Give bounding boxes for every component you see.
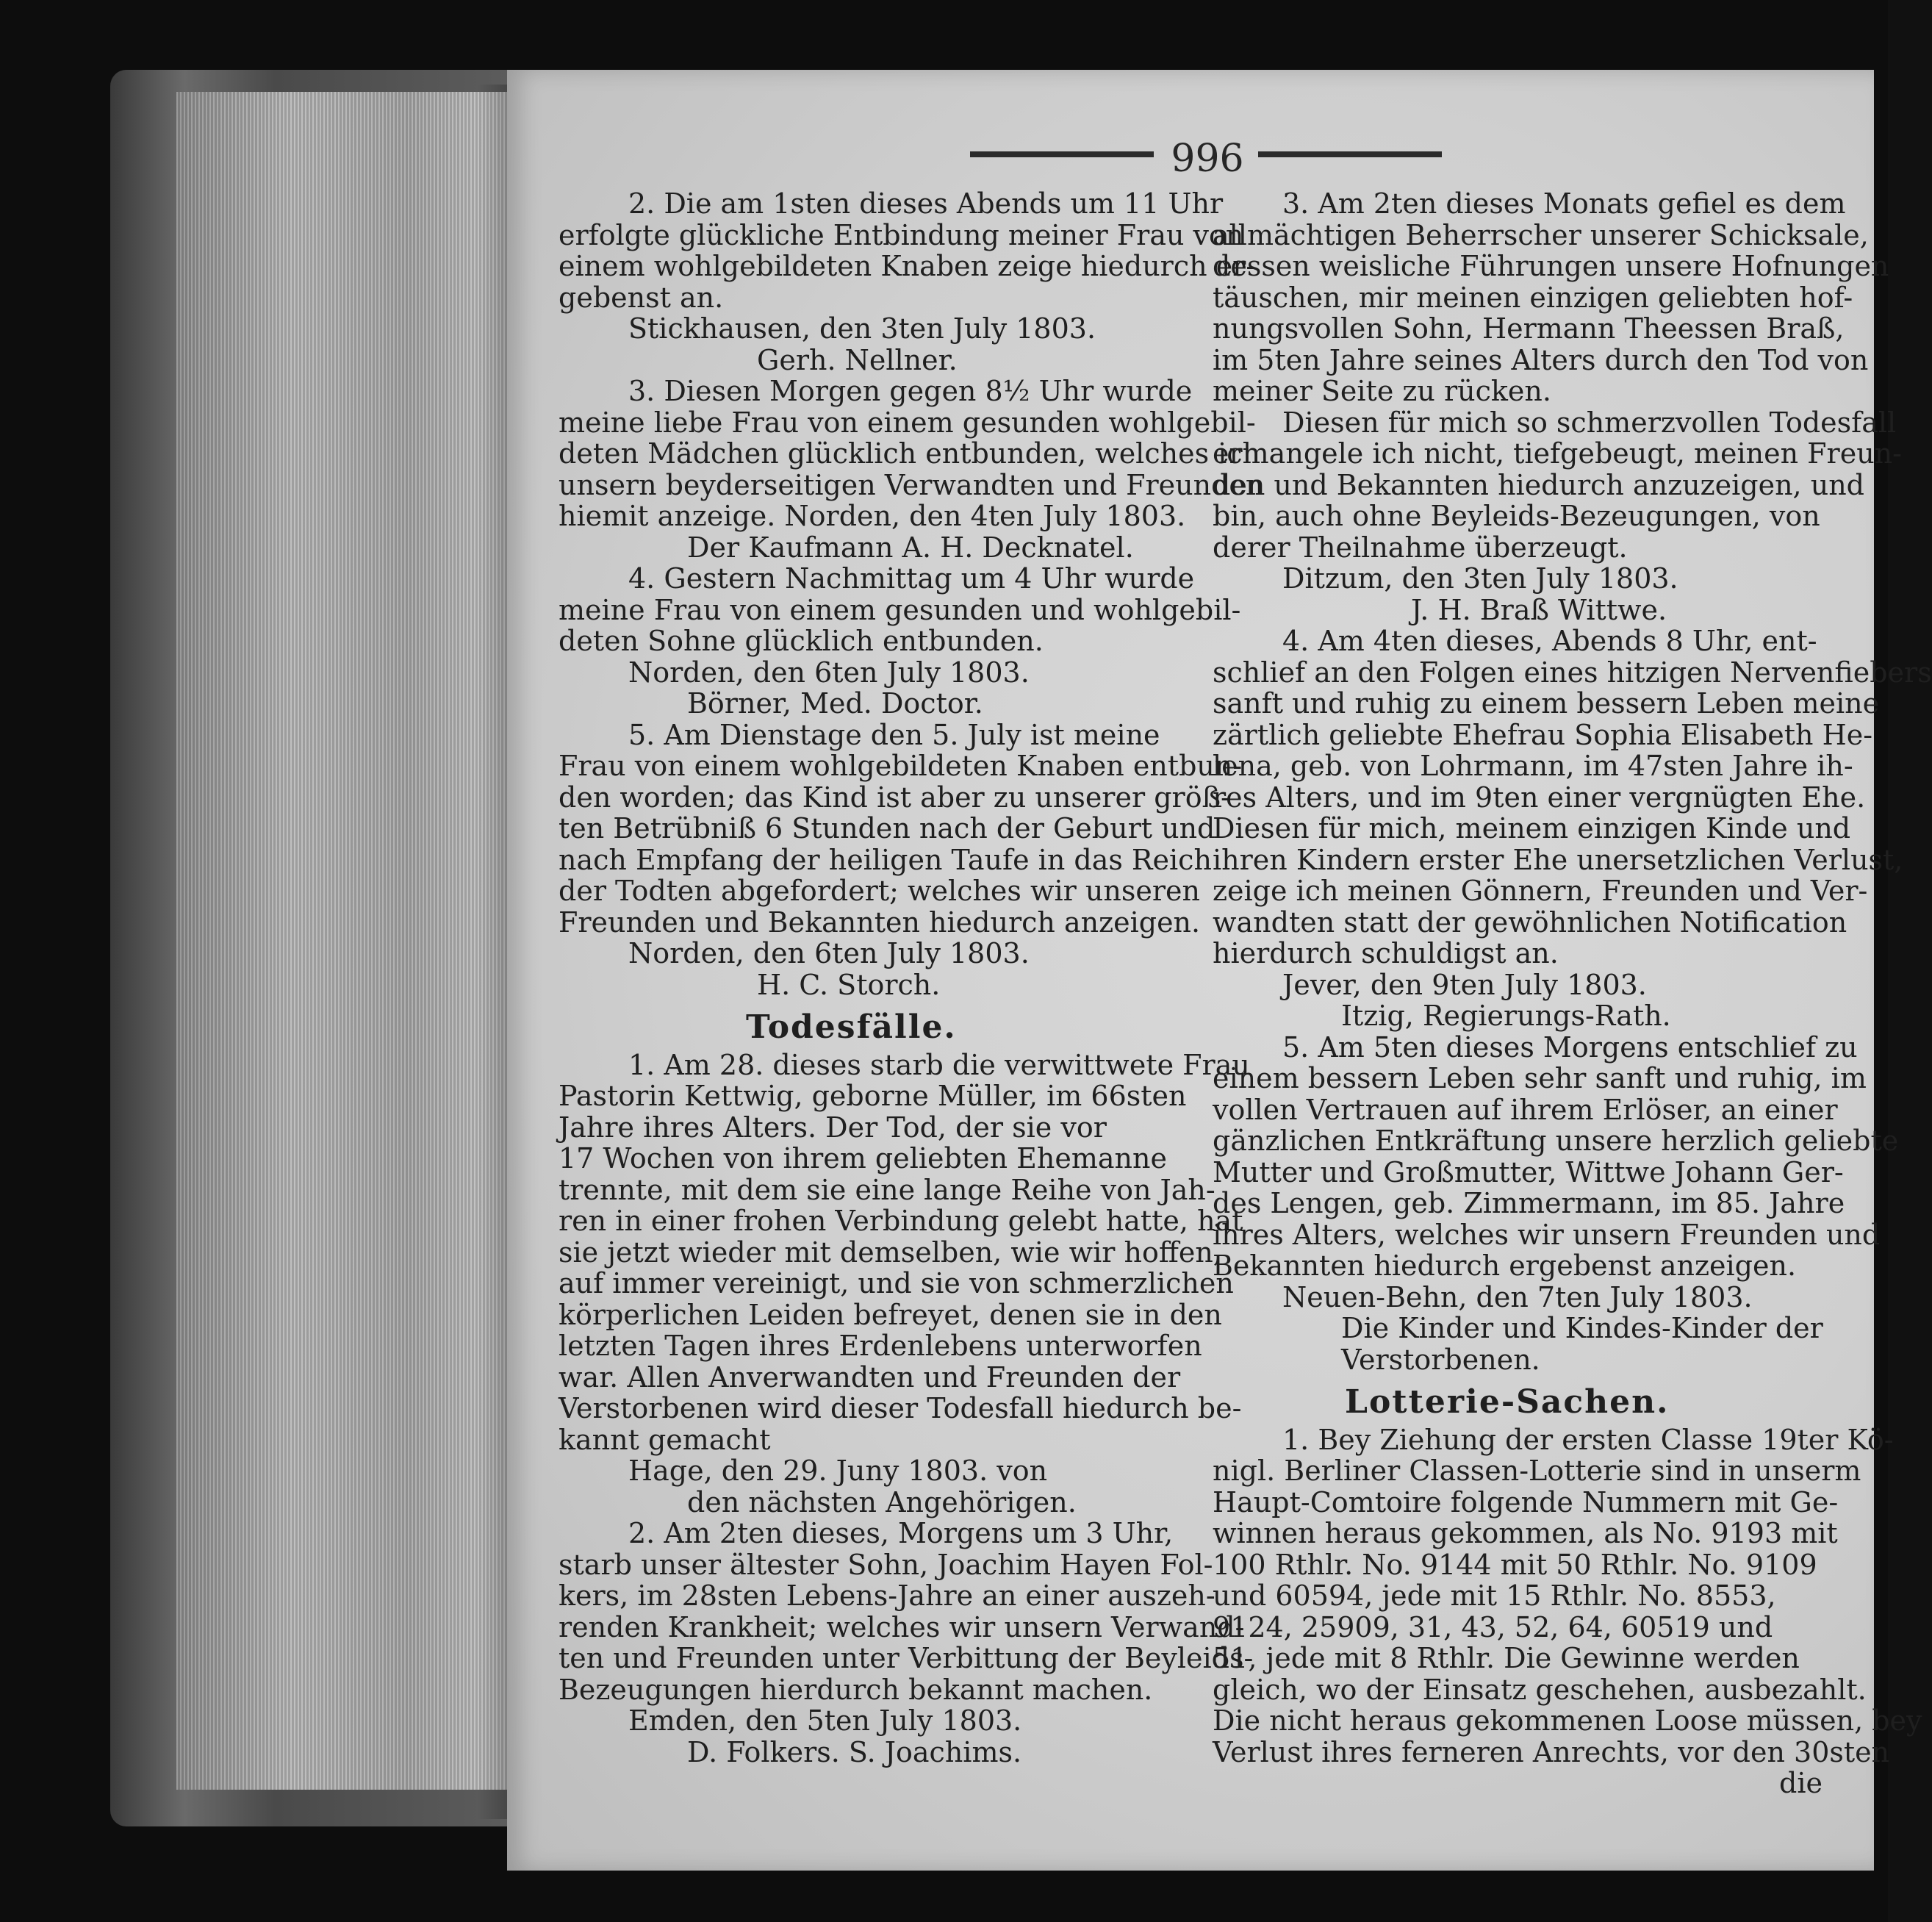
text-line: Hage, den 29. Juny 1803. von [628,1455,1048,1487]
header-rule-left [970,151,1154,157]
text-line: Mutter und Großmutter, Wittwe Johann Ger- [1213,1155,1844,1188]
text-line: ihres Alters, welches wir unsern Freunden und [1213,1218,1881,1251]
text-line: Verstorbenen wird dieser Todesfall hiedurch be- [559,1392,1242,1424]
text-line: unsern beyderseitigen Verwandten und Freunden [559,468,1264,501]
text-line: 2. Am 2ten dieses, Morgens um 3 Uhr, [628,1517,1174,1549]
header-rule-right [1258,151,1442,157]
text-line: derer Theilnahme überzeugt. [1213,531,1628,564]
text-line: Haupt-Comtoire folgende Nummern mit Ge- [1213,1485,1839,1518]
text-line: körperlichen Leiden befreyet, denen sie in den [559,1298,1222,1331]
page-number: 996 [1171,137,1244,181]
text-line: ren in einer frohen Verbindung gelebt hatte, hat [559,1205,1243,1237]
text-line: bin, auch ohne Beyleids-Bezeugungen, von [1213,500,1820,532]
text-line: 51, jede mit 8 Rthlr. Die Gewinne werden [1213,1642,1800,1674]
text-line: Die Kinder und Kindes-Kinder der [1341,1312,1823,1344]
text-line: täuschen, mir meinen einzigen geliebten hof- [1213,281,1853,314]
heading-deaths: Todesfälle. [746,1008,957,1046]
text-line: Gerh. Nellner. [757,343,958,376]
text-line: ermangele ich nicht, tiefgebeugt, meinen Freun- [1213,437,1902,470]
text-line: den und Bekannten hiedurch anzuzeigen, und [1213,468,1864,501]
right-block-deaths [1213,187,1932,1376]
text-line: dessen weisliche Führungen unsere Hofnungen [1213,250,1889,282]
text-line: 4. Am 4ten dieses, Abends 8 Uhr, ent- [1282,625,1817,657]
text-line: 2. Die am 1sten dieses Abends um 11 Uhr [628,187,1224,220]
text-line: einem bessern Leben sehr sanft und ruhig, im [1213,1062,1867,1094]
text-line: Ditzum, den 3ten July 1803. [1282,562,1678,595]
text-line: gebenst an. [559,281,724,314]
text-line: J. H. Braß Wittwe. [1411,593,1667,626]
text-line: H. C. Storch. [757,968,941,1001]
text-line: 5. Am 5ten dieses Morgens entschlief zu [1282,1030,1858,1064]
text-line: zärtlich geliebte Ehefrau Sophia Elisabeth He- [1213,718,1873,751]
text-line: im 5ten Jahre seines Alters durch den Tod von [1213,343,1869,376]
text-line: kannt gemacht [559,1423,771,1456]
left-block-deaths [559,1048,1254,1768]
text-line: vollen Vertrauen auf ihrem Erlöser, an einer [1213,1093,1838,1126]
text-line: Jever, den 9ten July 1803. [1282,968,1647,1001]
left-block-births [559,187,1264,1001]
text-line: den nächsten Angehörigen. [687,1485,1077,1518]
text-line: Verstorbenen. [1341,1343,1540,1376]
text-line: allmächtigen Beherrscher unserer Schicksale, [1213,218,1869,251]
text-line: Börner, Med. Doctor. [687,687,983,720]
text-line: Verlust ihres ferneren Anrechts, vor den 30sten [1213,1735,1890,1768]
text-line: zeige ich meinen Gönnern, Freunden und Ver- [1213,875,1868,907]
text-line: ten Betrübniß 6 Stunden nach der Geburt und [559,812,1215,845]
right-block-lottery [1213,1423,1922,1799]
text-line: Bezeugungen hierdurch bekannt machen. [559,1673,1153,1706]
text-line: Die nicht heraus gekommenen Loose müssen, bey [1213,1704,1922,1737]
text-line: winnen heraus gekommen, als No. 9193 mit [1213,1517,1838,1549]
text-line: den worden; das Kind ist aber zu unserer größ- [559,781,1230,814]
text-line: gleich, wo der Einsatz geschehen, ausbezahlt. [1213,1673,1867,1706]
text-line: gänzlichen Entkräftung unsere herzlich geliebte [1213,1125,1899,1157]
text-line: sie jetzt wieder mit demselben, wie wir hoffen, [559,1236,1222,1269]
text-line: kers, im 28sten Lebens-Jahre an einer auszeh- [559,1579,1215,1612]
text-line: Norden, den 6ten July 1803. [628,656,1030,689]
text-line: 17 Wochen von ihrem geliebten Ehemanne [559,1142,1167,1175]
text-line: einem wohlgebildeten Knaben zeige hiedurch er- [559,250,1256,282]
text-line: Itzig, Regierungs-Rath. [1341,1000,1671,1032]
text-line: war. Allen Anverwandten und Freunden der [559,1360,1181,1394]
text-line: trennte, mit dem sie eine lange Reihe von Jah- [559,1173,1215,1206]
text-line: 3. Am 2ten dieses Monats gefiel es dem [1282,187,1846,220]
text-line: wandten statt der gewöhnlichen Notification [1213,906,1847,939]
text-line: und 60594, jede mit 15 Rthlr. No. 8553, [1213,1579,1776,1612]
text-line: Diesen für mich so schmerzvollen Todesfall [1282,406,1897,439]
text-line: 4. Gestern Nachmittag um 4 Uhr wurde [628,562,1195,595]
text-line: Jahre ihres Alters. Der Tod, der sie vor [559,1111,1107,1144]
text-line: ihren Kindern erster Ehe unersetzlichen Verlust, [1213,843,1903,876]
text-line: Frau von einem wohlgebildeten Knaben entbun- [559,750,1243,782]
text-line: Norden, den 6ten July 1803. [628,937,1030,969]
text-line: meine liebe Frau von einem gesunden wohlgebil- [559,406,1256,439]
text-line: Bekannten hiedurch ergebenst anzeigen. [1213,1249,1797,1282]
text-line: erfolgte glückliche Entbindung meiner Frau von [559,218,1244,251]
text-line: hiemit anzeige. Norden, den 4ten July 1803. [559,500,1186,532]
text-line: 1. Am 28. dieses starb die verwittwete Frau [628,1048,1250,1081]
text-line: ten und Freunden unter Verbittung der Beyleids- [559,1642,1254,1674]
text-line: res Alters, und im 9ten einer vergnügten Ehe. [1213,781,1866,814]
text-line: Stickhausen, den 3ten July 1803. [628,312,1096,345]
text-line: 1. Bey Ziehung der ersten Classe 19ter Kö- [1282,1423,1894,1456]
text-line: Neuen-Behn, den 7ten July 1803. [1282,1280,1753,1313]
text-line: 5. Am Dienstage den 5. July ist meine [628,718,1160,751]
text-line: hierdurch schuldigst an. [1213,937,1559,969]
heading-lottery: Lotterie-Sachen. [1345,1383,1670,1421]
text-line: starb unser ältester Sohn, Joachim Hayen Fol- [559,1548,1213,1581]
text-line: D. Folkers. S. Joachims. [687,1735,1022,1768]
text-line: Freunden und Bekannten hiedurch anzeigen. [559,906,1201,939]
text-line: deten Sohne glücklich entbunden. [559,625,1044,657]
text-line: meiner Seite zu rücken. [1213,375,1551,407]
text-line: nach Empfang der heiligen Taufe in das Reich [559,843,1212,876]
text-line: letzten Tagen ihres Erdenlebens unterworfen [559,1330,1202,1362]
text-line: des Lengen, geb. Zimmermann, im 85. Jahre [1213,1187,1845,1219]
text-line: renden Krankheit; welches wir unsern Verwand- [559,1610,1245,1643]
text-line: lena, geb. von Lohrmann, im 47sten Jahre ih- [1213,750,1853,782]
text-line: 100 Rthlr. No. 9144 mit 50 Rthlr. No. 9109 [1213,1548,1817,1581]
text-line: der Todten abgefordert; welches wir unseren [559,875,1200,907]
text-line: Diesen für mich, meinem einzigen Kinde und [1213,812,1851,845]
text-line: die [1779,1767,1823,1799]
page-edges [176,92,507,1790]
text-line: nigl. Berliner Classen-Lotterie sind in unserm [1213,1455,1861,1487]
left-column [559,187,1264,1768]
text-line: auf immer vereinigt, und sie von schmerzlichen [559,1267,1234,1299]
text-line: 9124, 25909, 31, 43, 52, 64, 60519 und [1213,1610,1773,1643]
text-line: Emden, den 5ten July 1803. [628,1704,1022,1737]
text-line: Der Kaufmann A. H. Decknatel. [687,531,1134,564]
text-line: deten Mädchen glücklich entbunden, welches ich [559,437,1261,470]
right-column [1213,187,1932,1799]
text-line: nungsvollen Sohn, Hermann Theessen Braß, [1213,312,1845,345]
text-line: schlief an den Folgen eines hitzigen Nervenfiebers [1213,656,1932,689]
text-line: sanft und ruhig zu einem bessern Leben meine [1213,687,1880,720]
text-line: 3. Diesen Morgen gegen 8½ Uhr wurde [628,375,1193,407]
text-line: Pastorin Kettwig, geborne Müller, im 66sten [559,1080,1187,1112]
text-line: meine Frau von einem gesunden und wohlgebil- [559,593,1241,626]
